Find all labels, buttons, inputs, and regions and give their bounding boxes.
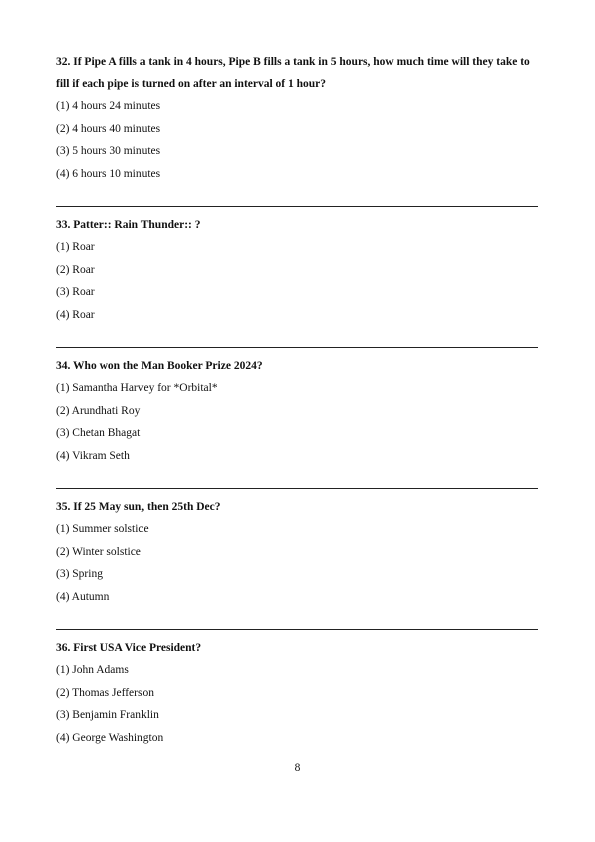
option-4: (4) Vikram Seth xyxy=(56,449,130,462)
divider xyxy=(56,629,538,630)
option-3: (3) 5 hours 30 minutes xyxy=(56,145,161,157)
option-2: (2) Arundhati Roy xyxy=(56,404,141,417)
option-4: (4) Roar xyxy=(56,308,95,321)
divider xyxy=(56,488,538,489)
question-title: 32. If Pipe A fills a tank in 4 hours, Pipe B fills a tank in 5 hours, how much time will they take to fill if each pipe is turned on after an interval of 1 hour? xyxy=(56,56,530,90)
divider xyxy=(56,206,538,207)
option-3: (3) Spring xyxy=(56,568,103,580)
option-3: (3) Chetan Bhagat xyxy=(56,427,141,439)
option-4: (4) Autumn xyxy=(56,590,110,603)
question-title: 34. Who won the Man Booker Prize 2024? xyxy=(56,360,263,372)
option-2: (2) Thomas Jefferson xyxy=(56,686,154,699)
question-title: 33. Patter:: Rain Thunder:: ? xyxy=(56,219,201,231)
option-1: (1) Summer solstice xyxy=(56,523,149,535)
option-2: (2) 4 hours 40 minutes xyxy=(56,122,161,135)
option-4: (4) George Washington xyxy=(56,731,164,744)
option-1: (1) Roar xyxy=(56,241,95,253)
question-36 xyxy=(56,637,540,749)
option-2: (2) Roar xyxy=(56,263,95,276)
question-title: 35. If 25 May sun, then 25th Dec? xyxy=(56,501,221,513)
option-1: (1) 4 hours 24 minutes xyxy=(56,100,161,112)
question-35 xyxy=(56,496,540,608)
question-title: 36. First USA Vice President? xyxy=(56,642,202,654)
option-3: (3) Roar xyxy=(56,286,95,298)
question-32 xyxy=(56,51,540,185)
divider xyxy=(56,347,538,348)
option-2: (2) Winter solstice xyxy=(56,545,141,558)
option-4: (4) 6 hours 10 minutes xyxy=(56,167,161,180)
option-1: (1) Samantha Harvey for *Orbital* xyxy=(56,382,218,394)
question-33 xyxy=(56,214,540,326)
option-1: (1) John Adams xyxy=(56,664,129,676)
page-number: 8 xyxy=(294,762,301,774)
question-34 xyxy=(56,355,540,467)
option-3: (3) Benjamin Franklin xyxy=(56,709,159,721)
